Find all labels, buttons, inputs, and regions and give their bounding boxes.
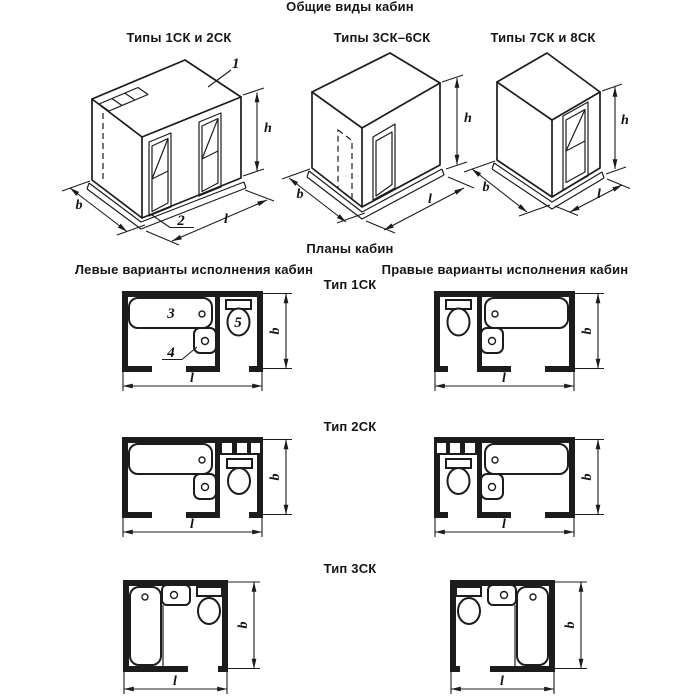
dimension-l — [124, 672, 227, 694]
dimension-l — [435, 517, 574, 537]
cabin-roof — [312, 53, 440, 128]
plan-type3-left — [123, 580, 260, 694]
dim-label-h: h — [464, 111, 472, 126]
callout-toilet: 5 — [234, 315, 242, 331]
dim-label-b: b — [482, 180, 490, 195]
svg-text:b: b — [563, 621, 578, 629]
dimension-l — [435, 371, 574, 391]
dim-label-h: h — [621, 113, 629, 128]
toilet-bowl — [448, 468, 470, 494]
svg-text:l: l — [502, 371, 506, 386]
dimension-b — [263, 440, 292, 515]
washbasin-drain — [202, 484, 209, 491]
bathtub-drain — [492, 457, 498, 463]
dimension-height — [442, 75, 472, 169]
dimension-height — [243, 88, 272, 176]
view-label-types-3-6: Типы 3СК–6СК — [333, 30, 431, 45]
dimension-b — [555, 582, 587, 669]
dim-label-b: b — [75, 198, 83, 213]
roof-vent-grille — [99, 88, 148, 112]
plan-type-1-label: Тип 1СК — [323, 277, 377, 292]
dim-label-l: l — [224, 212, 228, 227]
callout-sink: 4 — [167, 345, 175, 361]
bathtub-drain — [199, 311, 205, 317]
plan-type1-right — [434, 291, 604, 391]
callout-bath: 3 — [167, 306, 175, 322]
toilet-bowl — [198, 598, 220, 624]
svg-text:l: l — [190, 517, 194, 532]
dim-label-b: b — [296, 187, 304, 202]
dim-label-l: l — [597, 187, 601, 202]
washbasin-drain — [489, 338, 496, 345]
iso-view-types-7-8 — [464, 53, 630, 216]
dimension-length — [366, 177, 474, 233]
left-variants-heading: Левые варианты исполнения кабин — [74, 262, 314, 277]
toilet-tank — [197, 587, 222, 596]
svg-text:1: 1 — [232, 56, 240, 72]
dimension-b — [575, 294, 604, 369]
washbasin-drain — [501, 592, 508, 599]
bathtub-drain — [142, 594, 148, 600]
plan-type-3-label: Тип 3СК — [323, 561, 377, 576]
svg-text:l: l — [502, 517, 506, 532]
right-variants-heading: Правые варианты исполнения кабин — [381, 262, 629, 277]
door-opening — [149, 133, 171, 216]
toilet-bowl — [458, 598, 480, 624]
svg-text:l: l — [190, 371, 194, 386]
door-opening — [199, 113, 221, 196]
svg-text:l: l — [500, 674, 504, 689]
svg-text:2: 2 — [177, 213, 185, 229]
view-label-types-7-8: Типы 7СК и 8СК — [490, 30, 596, 45]
figure-title: Общие виды кабин — [286, 0, 414, 14]
door-opening — [373, 124, 395, 200]
dimension-height — [602, 84, 629, 174]
washbasin-drain — [171, 592, 178, 599]
plan-type2-right — [434, 437, 604, 537]
svg-text:b: b — [580, 327, 595, 335]
plan-type-2-label: Тип 2СК — [323, 419, 377, 434]
toilet-bowl — [448, 309, 470, 336]
cabin-base-slab — [492, 163, 604, 209]
hidden-door-outline — [338, 130, 352, 199]
dimension-b — [263, 294, 292, 369]
plans-title: Планы кабин — [306, 241, 394, 256]
dim-label-l: l — [428, 192, 432, 207]
cabin-base-slab — [87, 182, 246, 229]
plan-type3-right — [450, 580, 587, 694]
dimension-b — [228, 582, 260, 669]
callout-roof — [208, 56, 240, 87]
svg-text:b: b — [268, 473, 283, 481]
svg-text:b: b — [236, 621, 251, 629]
toilet-tank — [227, 459, 252, 468]
iso-view-types-3-6 — [282, 53, 474, 233]
dimension-width — [464, 161, 550, 216]
bathtub-drain — [199, 457, 205, 463]
toilet-tank — [446, 459, 471, 468]
view-label-types-1-2: Типы 1СК и 2СК — [126, 30, 232, 45]
iso-view-types-1-2 — [62, 56, 274, 245]
dimension-length — [146, 190, 274, 245]
dimension-b — [575, 440, 604, 515]
dim-label-h: h — [264, 121, 272, 136]
plan-type1-left — [122, 291, 292, 391]
bathtub-drain — [530, 594, 536, 600]
toilet-tank — [456, 587, 481, 596]
bathtub-drain — [492, 311, 498, 317]
washbasin-drain — [202, 338, 209, 345]
svg-text:l: l — [173, 674, 177, 689]
dimension-l — [451, 672, 554, 694]
svg-text:b: b — [268, 327, 283, 335]
plan-type2-left — [122, 437, 292, 537]
toilet-bowl — [228, 468, 250, 494]
dimension-l — [123, 371, 262, 391]
svg-text:b: b — [580, 473, 595, 481]
cabin-roof — [92, 60, 241, 137]
washbasin-drain — [489, 484, 496, 491]
dimension-l — [123, 517, 262, 537]
